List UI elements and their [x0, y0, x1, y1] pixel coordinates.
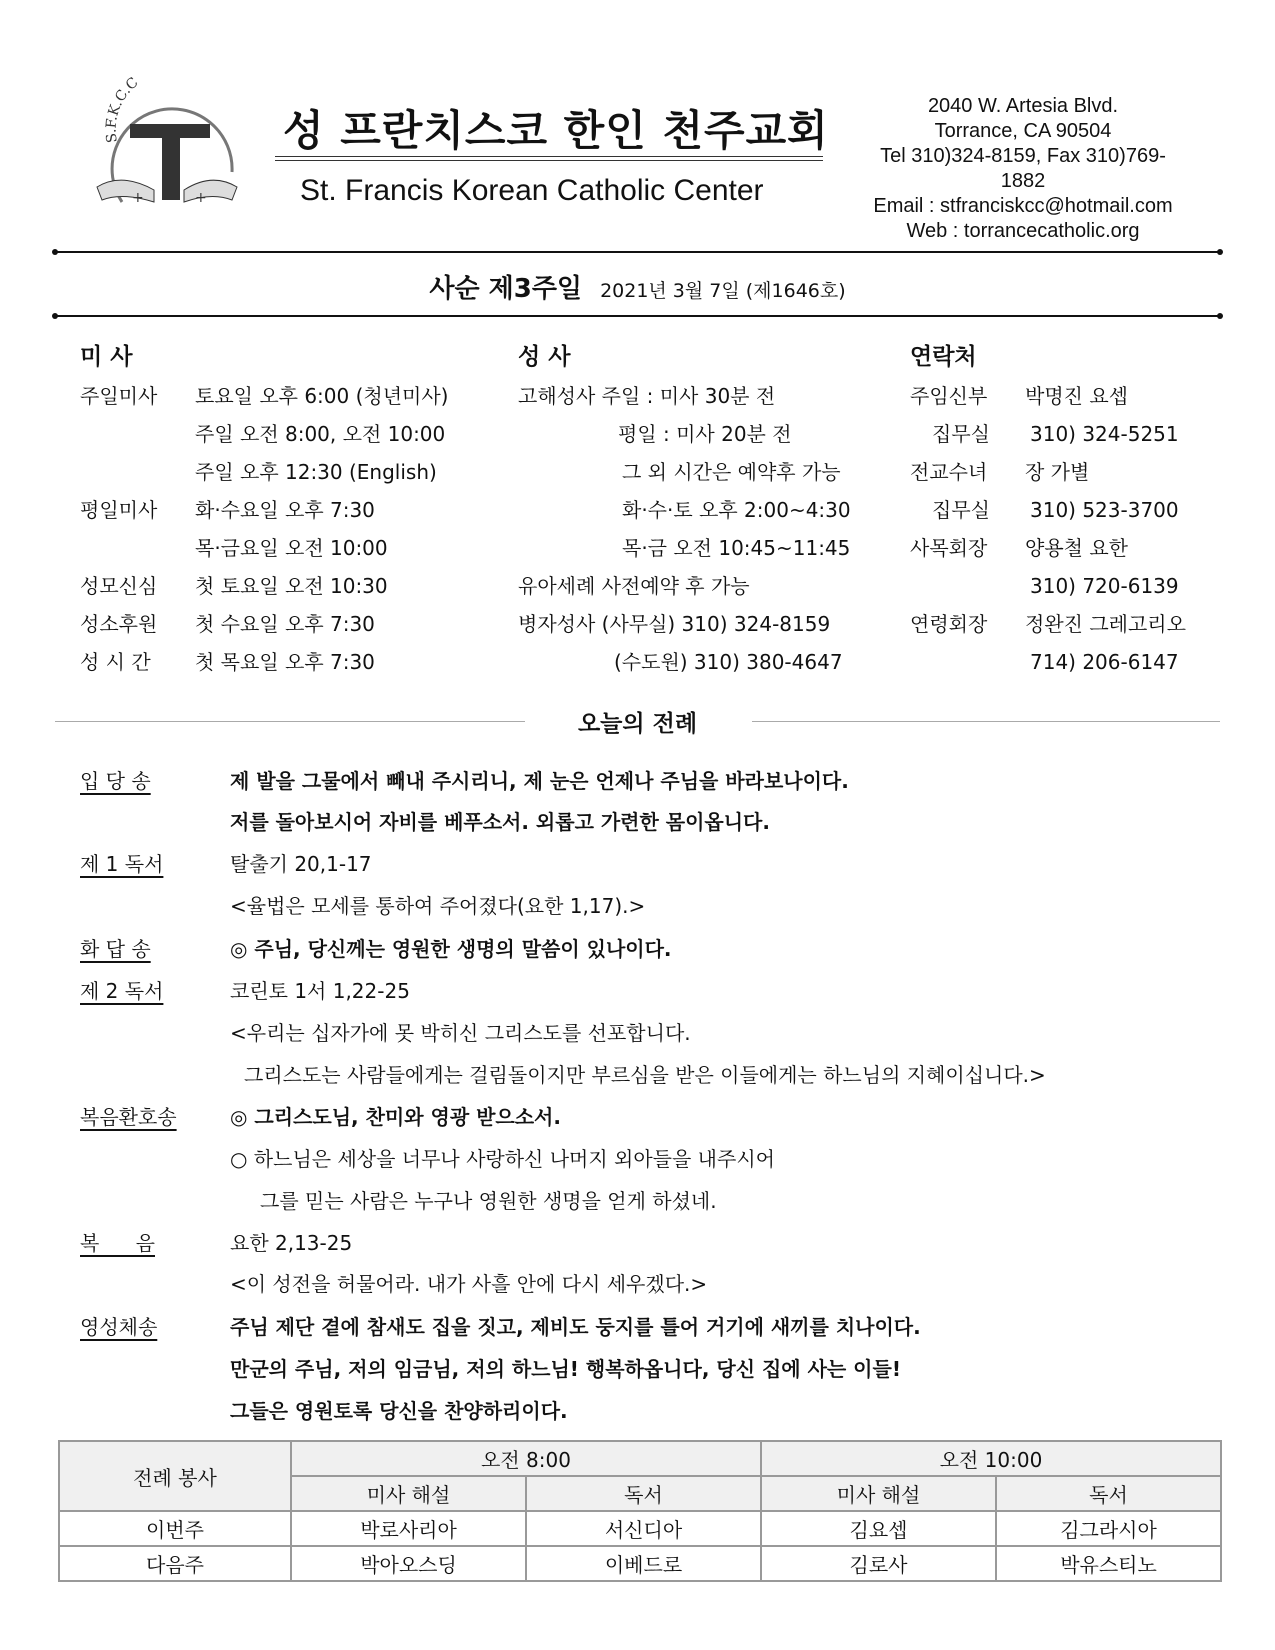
address-street: 2040 W. Artesia Blvd.: [927, 95, 1119, 117]
contact-role: 연령회장: [910, 612, 988, 636]
mass-heading: 미 사: [80, 344, 133, 370]
table-corner-label: 전례 봉사: [59, 1441, 291, 1511]
address-city: Torrance, CA 90504: [934, 120, 1112, 142]
contacts-heading: 연락처: [910, 344, 977, 370]
contact-value: 310) 523-3700: [1030, 498, 1179, 522]
table-cell: 박유스티노: [996, 1546, 1221, 1581]
contact-value: 장 가별: [1025, 460, 1090, 484]
parish-address-block: [858, 94, 1188, 244]
sacrament-line: 그 외 시간은 예약후 가능: [622, 460, 841, 484]
table-cell: 김로사: [761, 1546, 996, 1581]
issue-date: 2021년 3월 7일 (제1646호): [600, 280, 846, 302]
table-cell: 서신디아: [526, 1511, 761, 1546]
table-row: [59, 1546, 1221, 1581]
gospel-summary: <이 성전을 허물어라. 내가 사흘 안에 다시 세우겠다.>: [230, 1272, 708, 1296]
gospel-acclamation-label: 복음환호송: [80, 1105, 177, 1129]
issue-divider: [55, 315, 1220, 317]
parish-logo: [92, 72, 242, 232]
svg-text:+: +: [195, 190, 207, 206]
mass-time: 주일 오전 8:00, 오전 10:00: [195, 422, 446, 446]
entrance-antiphon-line: 저를 돌아보시어 자비를 베푸소서. 외롭고 가련한 몸이옵니다.: [230, 810, 770, 834]
address-web: Web : torrancecatholic.org: [906, 220, 1140, 242]
sacrament-line: 유아세례 사전예약 후 가능: [518, 574, 750, 598]
contact-value: 714) 206-6147: [1030, 650, 1179, 674]
mass-label: 주일미사: [80, 384, 158, 408]
gospel-ref: 요한 2,13-25: [230, 1231, 353, 1255]
table-cell: 김요셉: [761, 1511, 996, 1546]
communion-antiphon-label: 영성체송: [80, 1315, 158, 1339]
first-reading-ref: 탈출기 20,1-17: [230, 852, 372, 876]
sacrament-line: (수도원) 310) 380-4647: [614, 650, 843, 674]
title-divider: [275, 156, 823, 157]
ministry-schedule-table: [58, 1440, 1222, 1582]
parish-name-korean: 성 프란치스코 한인 천주교회: [283, 106, 829, 155]
week-label: 이번주: [59, 1511, 291, 1546]
gospel-acclamation-line: 그를 믿는 사람은 누구나 영원한 생명을 얻게 하셨네.: [260, 1189, 717, 1213]
contact-value: 310) 324-5251: [1030, 422, 1179, 446]
sacrament-line: 병자성사 (사무실) 310) 324-8159: [518, 612, 831, 636]
contact-role: 주임신부: [910, 384, 988, 408]
week-label: 다음주: [59, 1546, 291, 1581]
psalm-response: ◎ 주님, 당신께는 영원한 생명의 말씀이 있나이다.: [230, 937, 672, 961]
logo-lettering: S.F.K.C.C: [103, 74, 142, 144]
title-divider: [275, 160, 823, 161]
mass-label: 성소후원: [80, 612, 158, 636]
mass-time: 첫 토요일 오전 10:30: [195, 574, 388, 598]
mass-8am-header: 오전 8:00: [291, 1441, 761, 1476]
second-reading-summary: 그리스도는 사람들에게는 걸림돌이지만 부르심을 받은 이들에게는 하느님의 지혜이십니다.>: [244, 1063, 1046, 1087]
mass-time: 주일 오후 12:30 (English): [195, 460, 437, 484]
gospel-acclamation-line: ◎ 그리스도님, 찬미와 영광 받으소서.: [230, 1105, 561, 1129]
mass-time: 토요일 오후 6:00 (청년미사): [195, 384, 449, 408]
mass-time: 목·금요일 오전 10:00: [195, 536, 388, 560]
table-header-row: [59, 1441, 1221, 1476]
sacrament-line: 평일 : 미사 20분 전: [618, 422, 792, 446]
commentator-header: 미사 해설: [761, 1476, 996, 1511]
first-reading-summary: <율법은 모세를 통하여 주어졌다(요한 1,17).>: [230, 894, 646, 918]
contact-value: 정완진 그레고리오: [1025, 612, 1186, 636]
psalm-label: 화 답 송: [80, 937, 151, 961]
communion-antiphon-line: 주님 제단 곁에 참새도 집을 짓고, 제비도 둥지를 틀어 거기에 새끼를 치나이다.: [230, 1315, 921, 1339]
svg-text:+: +: [132, 190, 144, 206]
contact-value: 박명진 요셉: [1025, 384, 1128, 408]
table-cell: 김그라시아: [996, 1511, 1221, 1546]
sacrament-line: 화·수·토 오후 2:00~4:30: [622, 498, 851, 522]
commentator-header: 미사 해설: [291, 1476, 526, 1511]
issue-line: [0, 268, 1275, 305]
mass-10am-header: 오전 10:00: [761, 1441, 1221, 1476]
entrance-antiphon-label: 입 당 송: [80, 769, 151, 793]
address-email: Email : stfranciskcc@hotmail.com: [873, 195, 1173, 217]
mass-time: 첫 목요일 오후 7:30: [195, 650, 375, 674]
sacrament-line: 고해성사 주일 : 미사 30분 전: [518, 384, 776, 408]
contact-role: 집무실: [932, 498, 990, 522]
mass-label: 성모신심: [80, 574, 158, 598]
table-cell: 박아오스딩: [291, 1546, 526, 1581]
mass-label: 평일미사: [80, 498, 158, 522]
gospel-label: 복 음: [80, 1231, 155, 1255]
communion-antiphon-line: 그들은 영원토록 당신을 찬양하리이다.: [230, 1399, 568, 1423]
reader-header: 독서: [526, 1476, 761, 1511]
header-divider: [55, 251, 1220, 253]
mass-label: 성 시 간: [80, 650, 151, 674]
contact-role: 전교수녀: [910, 460, 988, 484]
contact-role: 집무실: [932, 422, 990, 446]
gospel-acclamation-line: ○ 하느님은 세상을 너무나 사랑하신 나머지 외아들을 내주시어: [230, 1147, 775, 1171]
second-reading-summary: <우리는 십자가에 못 박히신 그리스도를 선포합니다.: [230, 1021, 691, 1045]
second-reading-label: 제 2 독서: [80, 979, 164, 1003]
sacraments-heading: 성 사: [518, 344, 571, 370]
table-row: [59, 1511, 1221, 1546]
table-cell: 이베드로: [526, 1546, 761, 1581]
sacrament-line: 목·금 오전 10:45~11:45: [622, 536, 851, 560]
mass-time: 첫 수요일 오후 7:30: [195, 612, 375, 636]
issue-title: 사순 제3주일: [429, 274, 583, 304]
contact-role: 사목회장: [910, 536, 988, 560]
address-phone: Tel 310)324-8159, Fax 310)769-1882: [880, 145, 1166, 192]
contact-value: 310) 720-6139: [1030, 574, 1179, 598]
contact-value: 양용철 요한: [1025, 536, 1128, 560]
reader-header: 독서: [996, 1476, 1221, 1511]
second-reading-ref: 코린토 1서 1,22-25: [230, 979, 410, 1003]
communion-antiphon-line: 만군의 주님, 저의 임금님, 저의 하느님! 행복하옵니다, 당신 집에 사는 이들!: [230, 1357, 901, 1381]
parish-name-english: St. Francis Korean Catholic Center: [300, 174, 764, 207]
entrance-antiphon-line: 제 발을 그물에서 빼내 주시리니, 제 눈은 언제나 주님을 바라보나이다.: [230, 769, 849, 793]
first-reading-label: 제 1 독서: [80, 852, 164, 876]
liturgy-title: 오늘의 전례: [577, 711, 698, 737]
mass-time: 화·수요일 오후 7:30: [195, 498, 375, 522]
table-cell: 박로사리아: [291, 1511, 526, 1546]
